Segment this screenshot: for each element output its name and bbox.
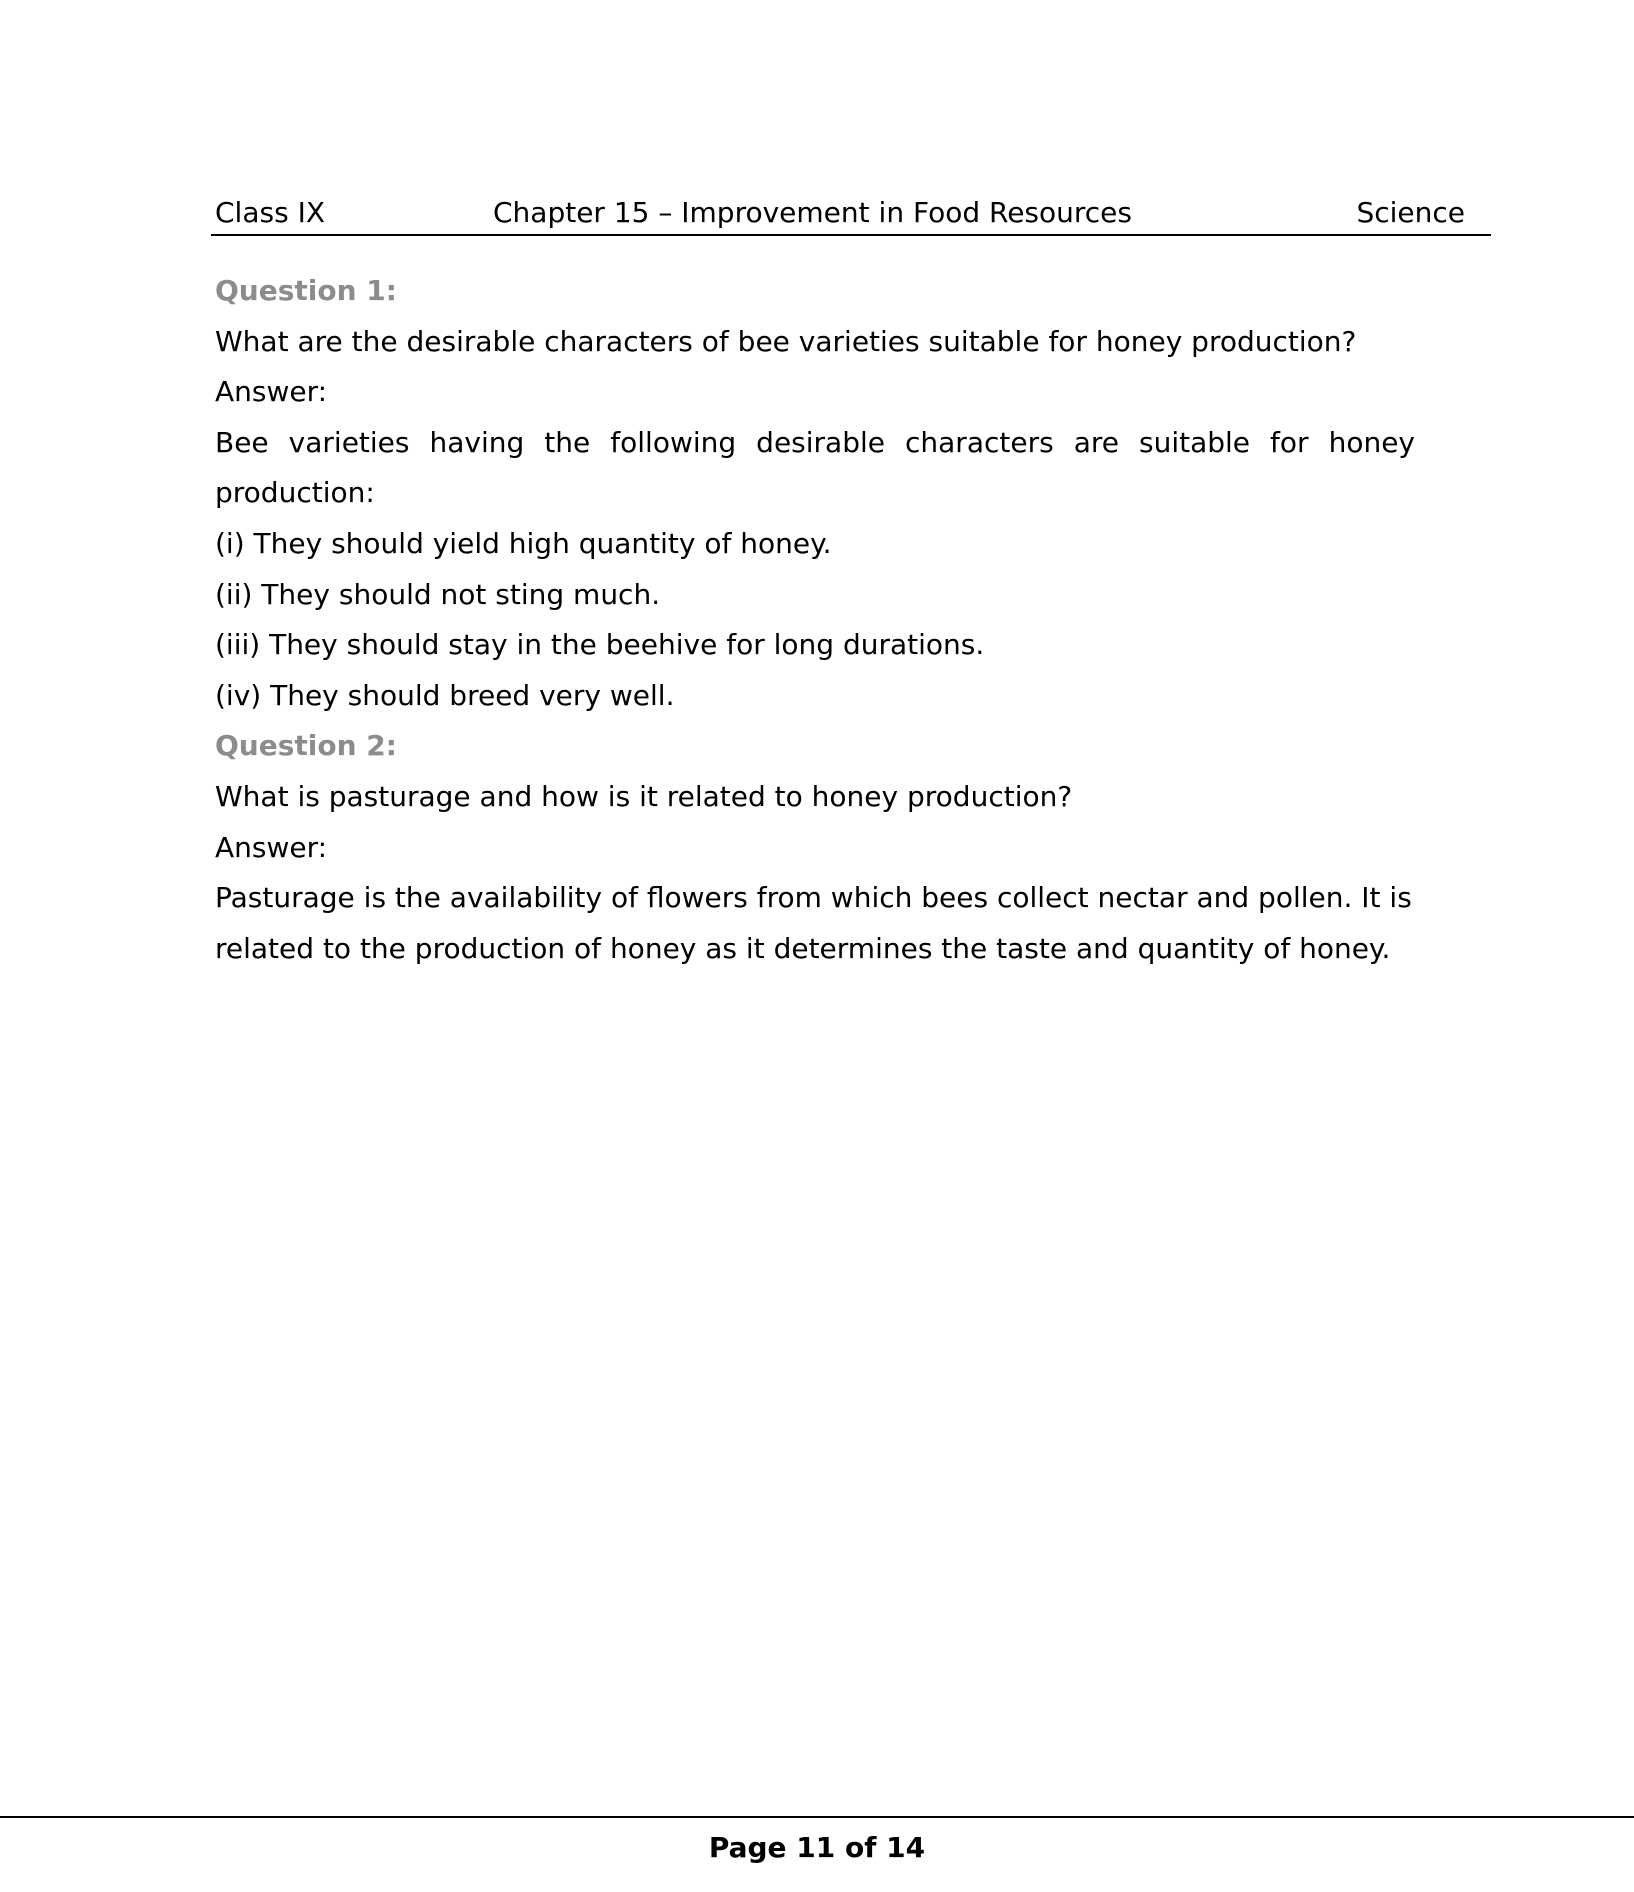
class-label: Class IX	[215, 196, 326, 229]
answer-2-line-2: related to the production of honey as it determines the taste and quantity of honey.	[215, 931, 1391, 965]
question-1-text: What are the desirable characters of bee varieties suitable for honey production?	[215, 324, 1357, 358]
chapter-title: Chapter 15 – Improvement in Food Resources	[493, 196, 1132, 229]
page-header	[211, 192, 1491, 236]
question-1-label: Question 1:	[215, 274, 397, 307]
answer-1-label: Answer:	[215, 375, 328, 409]
subject-label: Science	[1356, 196, 1465, 229]
answer-1-point-4: (iv) They should breed very well.	[215, 678, 675, 712]
question-2-text: What is pasturage and how is it related to honey production?	[215, 779, 1073, 813]
footer-divider	[0, 1816, 1634, 1818]
answer-1-point-2: (ii) They should not sting much.	[215, 577, 661, 611]
answer-2-line-1: Pasturage is the availability of flowers from which bees collect nectar and pollen. It is	[215, 881, 1412, 915]
answer-1-point-1: (i) They should yield high quantity of honey.	[215, 526, 832, 560]
answer-1-intro-line-1: Bee varieties having the following desirable characters are suitable for honey	[215, 425, 1415, 459]
document-body	[215, 266, 1415, 974]
answer-2-label: Answer:	[215, 830, 328, 864]
answer-1-intro-line-2: production:	[215, 476, 375, 510]
page-number: Page 11 of 14	[708, 1831, 926, 1864]
answer-1-point-3: (iii) They should stay in the beehive for long durations.	[215, 628, 985, 662]
question-2-label: Question 2:	[215, 729, 397, 763]
